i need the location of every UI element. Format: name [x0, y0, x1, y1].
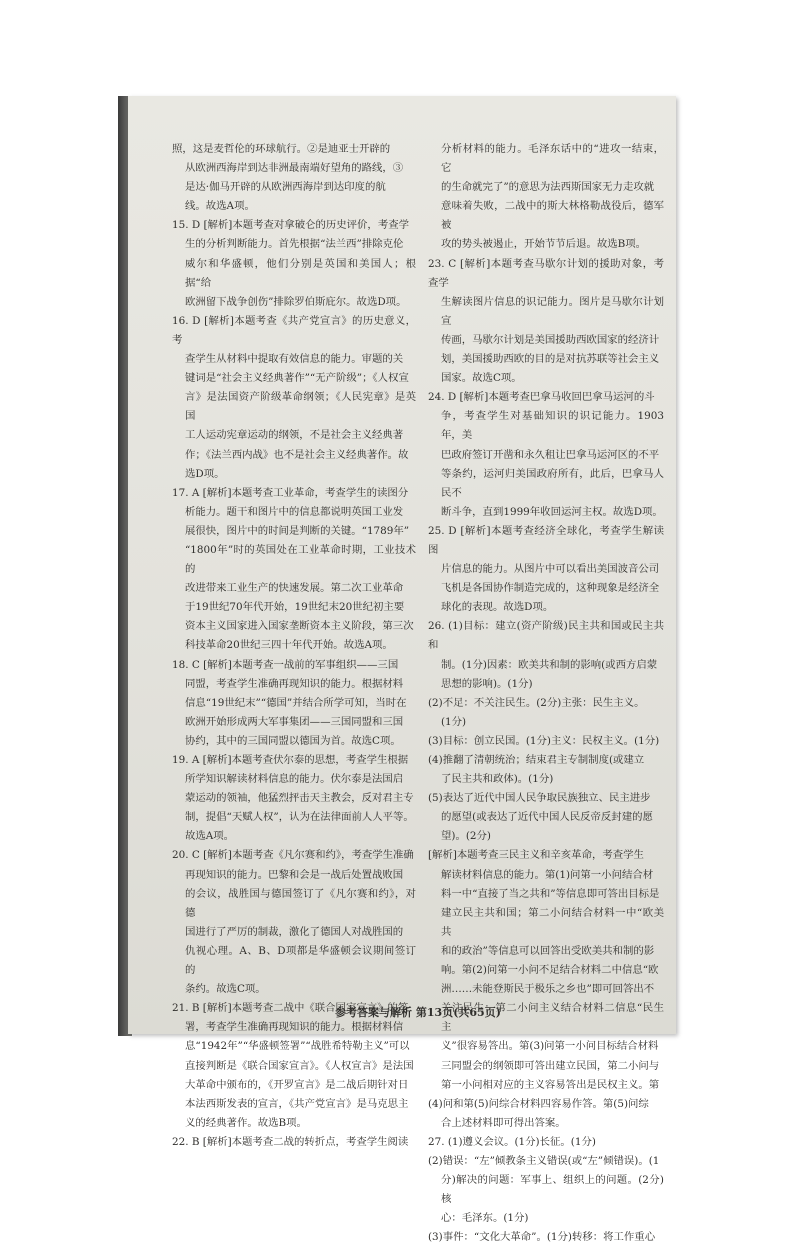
left-column-line: 改进带来工业生产的快速发展。第二次工业革命 — [185, 582, 404, 595]
left-column-line: 威尔和华盛顿，他们分别是英国和美国人；根据“给 — [185, 257, 416, 289]
left-column-line: 于19世纪70年代开始，19世纪末20世纪初主要 — [185, 601, 405, 614]
right-column-line: 合上述材料即可得出答案。 — [441, 1116, 566, 1129]
right-column-line: 的愿望(或表达了近代中国人民反帝反封建的愿 — [441, 811, 653, 824]
left-column-line: 工人运动宪章运动的纲领，不是社会主义经典著 — [185, 429, 404, 442]
left-column-line: 资本主义国家进入国家垄断资本主义阶段，第三次 — [185, 620, 414, 633]
left-column-line: 信息“19世纪末”“德国”并结合所学可知，当时在 — [185, 696, 407, 709]
answer-page — [128, 96, 676, 1244]
right-column-line: 思想的影响)。(1分) — [441, 677, 533, 690]
right-column-line: (5)表达了近代中国人民争取民族独立、民主进步 — [428, 792, 651, 805]
left-column-line: 仇视心理。A、B、D项都是华盛顿会议期间签订的 — [185, 944, 416, 977]
left-column-line: 的会议，战胜国与德国签订了《凡尔赛和约》，对德 — [185, 887, 416, 919]
right-column-line: 传画，马歇尔计划是美国援助西欧国家的经济计 — [441, 333, 660, 346]
left-column-line: 21. B [解析]本题考查二战中《联合国家宣言》的签 — [172, 1002, 409, 1015]
left-column-line: 制，提倡“天赋人权”，认为在法律面前人人平等。 — [185, 811, 414, 824]
right-column-line: 飞机是各国协作制造完成的，这种现象是经济全 — [441, 582, 660, 595]
left-column-line: 键词是“社会主义经典著作”“无产阶级”；《人权宣 — [185, 372, 409, 385]
right-column-line: (3)事件：“文化大革命”。(1分)转移：将工作重心 — [428, 1231, 656, 1244]
left-column-line: 展很快，图片中的时间是判断的关键。“1789年” — [185, 524, 410, 537]
right-column-line: 巴政府签订开凿和永久租让巴拿马运河区的不平 — [441, 448, 660, 461]
right-column-line: 义”很容易答出。第(3)问第一小问目标结合材料 — [441, 1040, 659, 1053]
right-column-line: 断斗争，直到1999年收回运河主权。故选D项。 — [441, 505, 663, 518]
left-column-line: 条约。故选C项。 — [185, 983, 266, 996]
right-column-line: 望)。(2分) — [441, 830, 491, 843]
right-column-line: 25. D [解析]本题考查经济全球化，考查学生解读图 — [428, 524, 664, 556]
left-column-line: 同盟，考查学生准确再现知识的能力。根据材料 — [185, 677, 404, 690]
left-column-line: 17. A [解析]本题考查工业革命，考查学生的读图分 — [172, 486, 409, 499]
left-column-line: 线。故选A项。 — [185, 200, 255, 213]
left-column-line: 科技革命20世纪三四十年代开始。故选A项。 — [185, 639, 393, 652]
right-column-line: 27. (1)遵义会议。(1分)长征。(1分) — [428, 1135, 596, 1148]
right-column-line: (3)目标：创立民国。(1分)主义：民权主义。(1分) — [428, 734, 660, 747]
left-column-line: 欧洲开始形成两大军事集团——三国同盟和三国 — [185, 715, 404, 728]
right-column-line: 划，美国援助西欧的目的是对抗苏联等社会主义 — [441, 353, 660, 366]
left-column-line: 大革命中颁布的，《开罗宣言》是二战后期针对日 — [185, 1078, 409, 1091]
right-column-line: 洲……未能登斯民于极乐之乡也”即可回答出不 — [441, 983, 655, 996]
right-column-line: 响。第(2)问第一小问不足结合材料二中信息“欧 — [441, 964, 659, 977]
right-column-line: 23. C [解析]本题考查马歇尔计划的援助对象，考查学 — [428, 257, 664, 289]
right-column-line: 心：毛泽东。(1分) — [441, 1212, 529, 1225]
right-column-line: 争，考查学生对基础知识的识记能力。1903年，美 — [441, 410, 664, 442]
left-column-line: 署，考查学生准确再现知识的能力。根据材料信 — [185, 1021, 404, 1034]
left-column-line: 直接判断是《联合国家宣言》。《人权宣言》是法国 — [185, 1059, 414, 1072]
left-column-line: 查学生从材料中提取有效信息的能力。审题的关 — [185, 353, 404, 366]
left-column-line: 言》是法国资产阶级革命纲领；《人民宪章》是英国 — [185, 391, 416, 423]
left-column-line: 析能力。题干和图片中的信息都说明英国工业发 — [185, 505, 404, 518]
right-column-line: (1分) — [441, 715, 467, 728]
right-column-line: 关注民生；第二小问主义结合材料二信息“民生主 — [441, 1002, 664, 1034]
right-column-line: [解析]本题考查三民主义和辛亥革命，考查学生 — [428, 849, 644, 862]
left-column-line: 蒙运动的领袖，他猛烈抨击天主教会，反对君主专 — [185, 792, 414, 805]
right-column-line: 意味着失败，二战中的斯大林格勒战役后，德军被 — [441, 200, 664, 232]
right-column-line: (2)错误：“左”倾教条主义错误(或“左”倾错误)。(1 — [428, 1154, 660, 1167]
left-column-line: 从欧洲西海岸到达非洲最南端好望角的路线，③ — [185, 162, 404, 175]
left-column-line: 生的分析判断能力。首先根据“法兰西”排除克伦 — [185, 238, 404, 251]
top-fragment-line: 照，这是麦哲伦的环球航行。②是迪亚士开辟的 — [172, 143, 391, 155]
page-footer: 参考答案与解析 第13页(共65页) — [335, 1006, 501, 1019]
right-column-line: 制。(1分)因素：欧美共和制的影响(或西方启蒙 — [441, 658, 658, 671]
left-column-line: 22. B [解析]本题考查二战的转折点，考查学生阅读 — [172, 1135, 409, 1148]
left-column-line: 故选A项。 — [185, 830, 235, 843]
right-column-line: 料一中“直接了当之共和”等信息即可答出目标是 — [441, 887, 660, 900]
right-column-line: 国家。故选C项。 — [441, 372, 522, 385]
right-column-line: 的生命就完了”的意思为法西斯国家无力走攻就 — [441, 181, 655, 194]
left-column-line: 协约，其中的三国同盟以德国为首。故选C项。 — [185, 734, 401, 747]
left-column-line: 欧洲留下战争创伤”排除罗伯斯庇尔。故选D项。 — [185, 295, 407, 308]
left-column-line: 作；《法兰西内战》也不是社会主义经典著作。故 — [185, 448, 409, 461]
right-column-line: 三同盟会的纲领即可答出建立民国，第二小问与 — [441, 1059, 660, 1072]
left-column-line: 本法西斯发表的宣言，《共产党宣言》是马克思主 — [185, 1097, 409, 1110]
left-column-line: 国进行了严厉的制裁，激化了德国人对战胜国的 — [185, 925, 404, 938]
left-column-line: 18. C [解析]本题考查一战前的军事组织——三国 — [172, 658, 399, 671]
left-column-line: 19. A [解析]本题考查伏尔泰的思想，考查学生根据 — [172, 754, 409, 766]
right-column-line: 了民主共和政体)。(1分) — [441, 773, 554, 786]
right-column-line: 攻的势头被遏止，开始节节后退。故选B项。 — [441, 238, 647, 251]
right-column-line: 球化的表现。故选D项。 — [441, 601, 554, 614]
left-column-line: “1800年”时的英国处在工业革命时期，工业技术的 — [185, 543, 416, 576]
right-column-line: (2)不足：不关注民生。(2分)主张：民生主义。 — [428, 696, 645, 709]
right-column-line: 建立民主共和国；第二小问结合材料一中“欧美共 — [441, 906, 664, 938]
right-column-line: 分析材料的能力。毛泽东话中的“进攻一结束，它 — [441, 143, 664, 175]
right-column-line: 分)解决的问题：军事上、组织上的问题。(2分)核 — [441, 1174, 664, 1206]
left-column-line: 义的经典著作。故选B项。 — [185, 1116, 307, 1129]
right-column-line: 等条约，运河归美国政府所有，此后，巴拿马人民不 — [441, 467, 664, 499]
left-column-line: 15. D [解析]本题考查对拿破仑的历史评价，考查学 — [172, 219, 409, 232]
right-column-line: (4)问和第(5)问综合材料四容易作答。第(5)问综 — [428, 1097, 649, 1110]
right-column-line: (4)推翻了清朝统治；结束君主专制制度(或建立 — [428, 754, 645, 766]
right-column-line: 和的政治”等信息可以回答出受欧美共和制的影 — [441, 944, 655, 957]
right-column-line: 26. (1)目标：建立(资产阶级)民主共和国或民主共和 — [428, 620, 664, 652]
left-column-line: 20. C [解析]本题考查《凡尔赛和约》，考查学生准确 — [172, 849, 414, 862]
left-column-line: 是达·伽马开辟的从欧洲西海岸到达印度的航 — [185, 181, 386, 194]
right-column-line: 片信息的能力。从图片中可以看出美国波音公司 — [441, 563, 660, 576]
left-column-line: 选D项。 — [185, 467, 225, 480]
right-column-line: 第一小问相对应的主义容易答出是民权主义。第 — [441, 1078, 660, 1091]
left-column-line: 16. D [解析]本题考查《共产党宣言》的历史意义，考 — [172, 314, 416, 346]
left-column-line: 所学知识解读材料信息的能力。伏尔泰是法国启 — [185, 773, 404, 786]
left-column-line: 再现知识的能力。巴黎和会是一战后处置战败国 — [185, 868, 404, 881]
right-column-line: 24. D [解析]本题考查巴拿马收回巴拿马运河的斗 — [428, 391, 655, 404]
right-column-line: 生解读图片信息的识记能力。图片是马歇尔计划宣 — [441, 295, 664, 327]
left-column — [172, 140, 416, 1152]
right-column-line: 解读材料信息的能力。第(1)问第一小问结合材 — [441, 868, 654, 881]
right-column — [428, 140, 664, 1247]
left-column-line: 息“1942年”“华盛顿签署”“战胜希特勒主义”可以 — [185, 1040, 410, 1053]
